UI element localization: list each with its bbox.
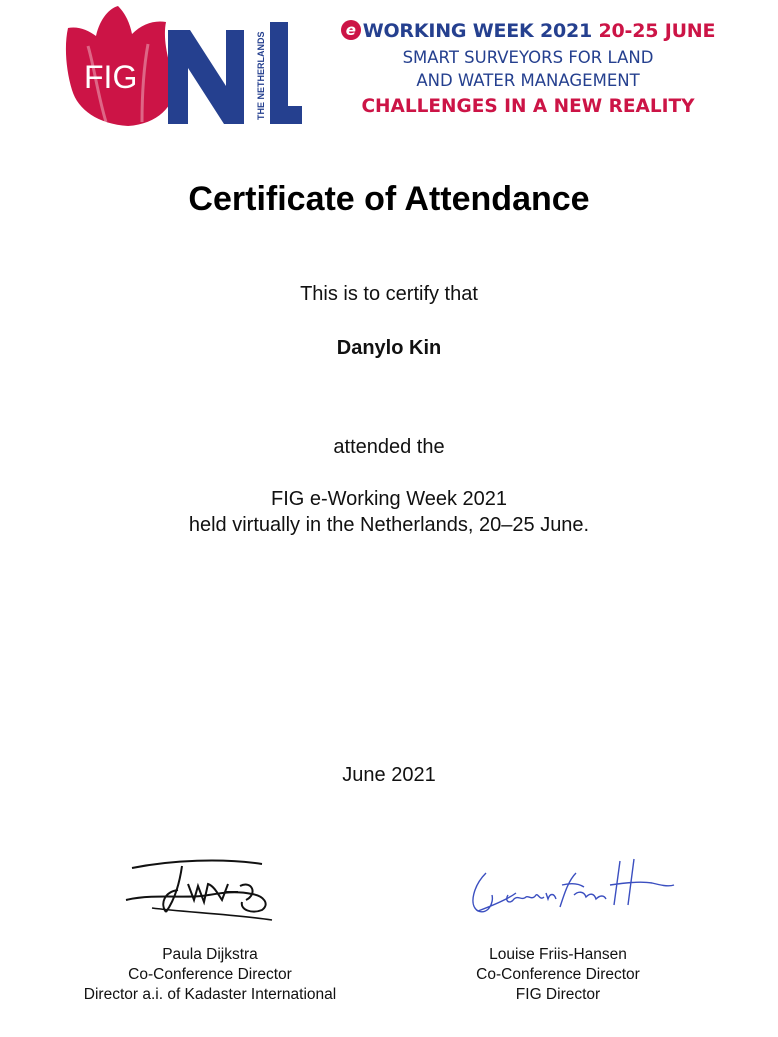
signatory-2 bbox=[420, 945, 696, 1005]
attendee-name: Danylo Kin bbox=[336, 337, 442, 359]
banner-tagline: CHALLENGES IN A NEW REALITY bbox=[361, 96, 695, 117]
intro-text: This is to certify that bbox=[300, 283, 478, 305]
signatory-2-name: Louise Friis-Hansen bbox=[489, 946, 627, 963]
event-description bbox=[0, 486, 778, 538]
subtitle-line2: AND WATER MANAGEMENT bbox=[416, 71, 640, 90]
attended-text: attended the bbox=[333, 436, 445, 458]
signatory-1-organization: Director a.i. of Kadaster International bbox=[83, 986, 337, 1003]
dates-text: 20-25 JUNE bbox=[598, 20, 716, 42]
tulip-logo-graphic bbox=[58, 6, 304, 128]
banner-subtitle bbox=[318, 46, 738, 92]
signature-dijkstra bbox=[122, 850, 282, 925]
fig-nl-logo bbox=[58, 6, 304, 128]
certificate-date: June 2021 bbox=[342, 764, 436, 786]
working-week-text: WORKING WEEK 2021 bbox=[362, 20, 593, 42]
event-line1: FIG e-Working Week 2021 bbox=[270, 488, 508, 510]
signatory-2-organization: FIG Director bbox=[515, 986, 601, 1003]
subtitle-line1: SMART SURVEYORS FOR LAND bbox=[402, 48, 654, 67]
signatory-2-role: Co-Conference Director bbox=[476, 966, 640, 983]
signatory-1-role: Co-Conference Director bbox=[128, 966, 292, 983]
signatory-1-name: Paula Dijkstra bbox=[162, 946, 258, 963]
signatory-1 bbox=[40, 945, 380, 1005]
logo-vertical-text: THE NETHERLANDS bbox=[256, 31, 266, 120]
event-line2: held virtually in the Netherlands, 20–25 June. bbox=[188, 514, 590, 536]
e-letter-badge: e bbox=[341, 20, 361, 40]
logo-fig-text: FIG bbox=[84, 59, 138, 95]
certificate-title: Certificate of Attendance bbox=[188, 180, 590, 218]
event-banner bbox=[318, 20, 738, 117]
banner-working-week bbox=[318, 20, 738, 42]
signature-friis-hansen bbox=[464, 855, 678, 925]
